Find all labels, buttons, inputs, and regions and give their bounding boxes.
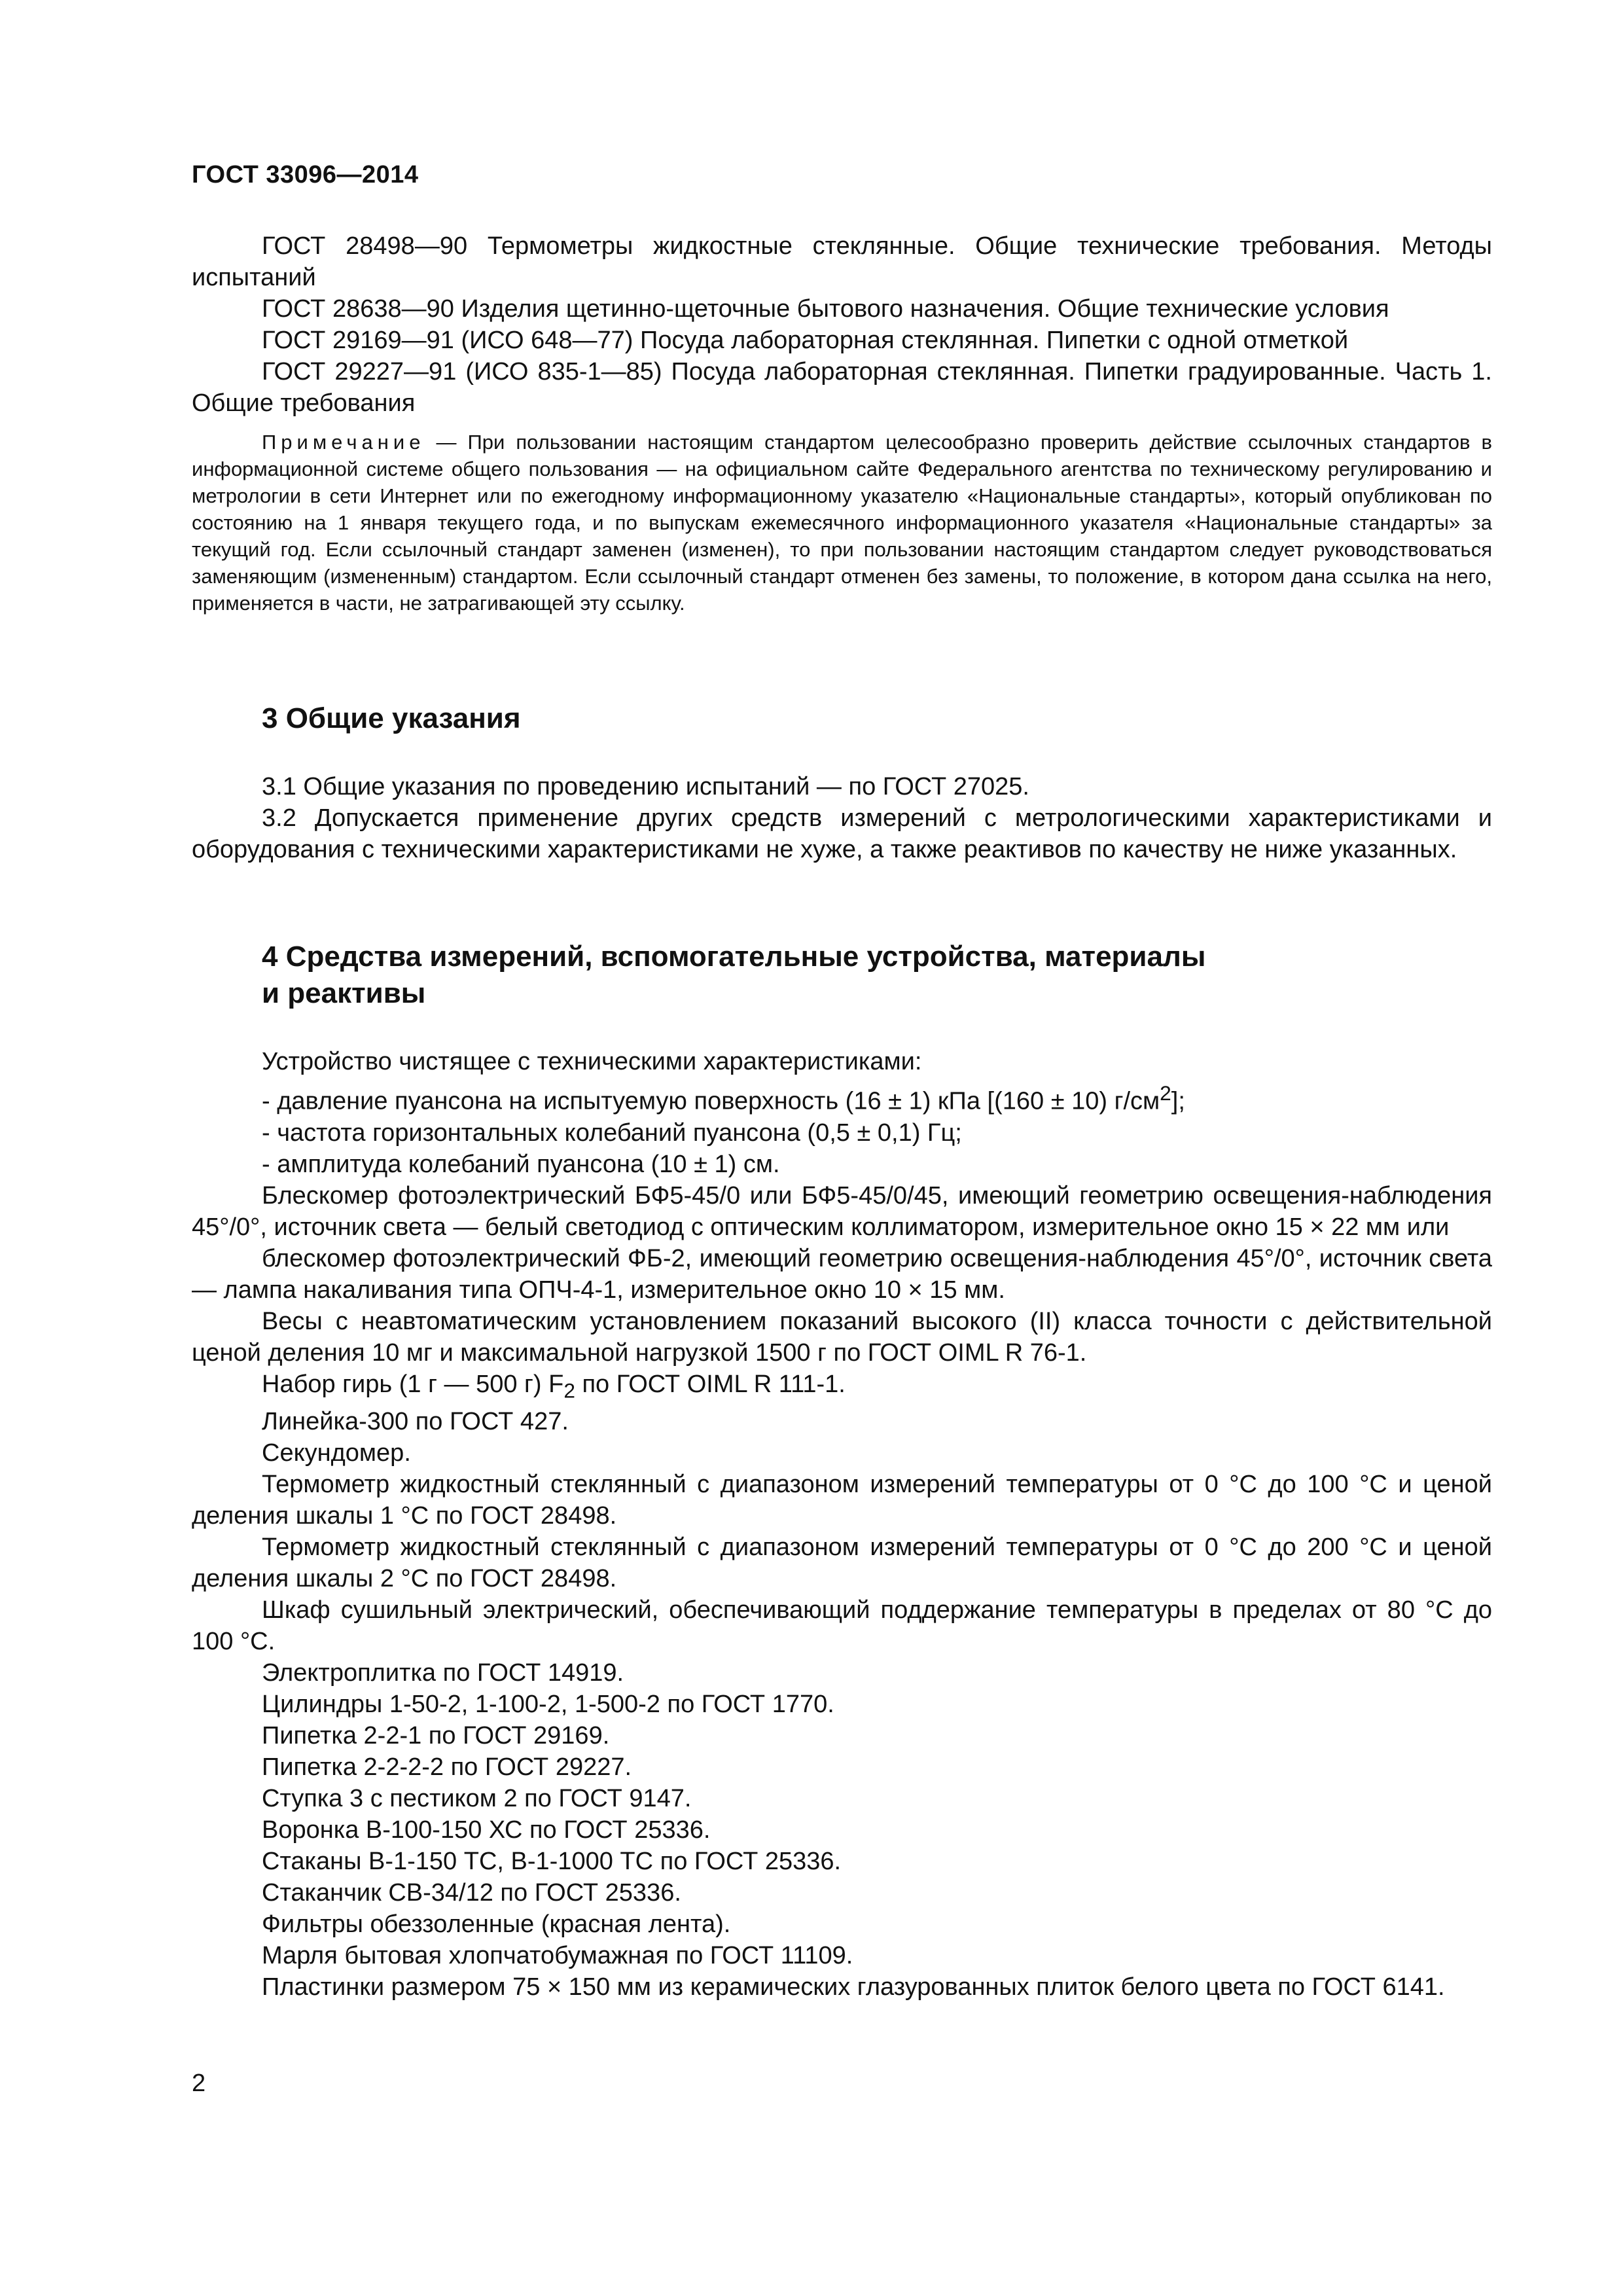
note-label: Примечание xyxy=(262,431,425,454)
glossmeter-bf5: Блескомер фотоэлектрический БФ5-45/0 или БФ5-45/0/45, имеющий геометрию освещения-наблюдения 45°/0°, источник света — белый светодиод с оптическим коллиматором, измерительное окно 15 × 22 мм или xyxy=(192,1181,1492,1241)
section-4-body xyxy=(192,1046,1492,2003)
plates-item: Пластинки размером 75 × 150 мм из керамических глазурованных плиток белого цвета по ГОСТ 6141. xyxy=(262,1973,1445,2001)
note-paragraph xyxy=(192,429,1492,617)
drying-oven: Шкаф сушильный электрический, обеспечивающий поддержание температуры в пределах от 80 °С до 100 °С. xyxy=(192,1596,1492,1656)
section-4-title-line1: 4 Средства измерений, вспомогательные устройства, материалы xyxy=(262,941,1206,973)
reference-item: ГОСТ 28498—90 Термометры жидкостные стеклянные. Общие технические требования. Методы испытаний xyxy=(192,232,1492,291)
list-item: Пипетка 2-2-1 по ГОСТ 29169. xyxy=(262,1722,610,1750)
list-item: Фильтры обеззоленные (красная лента). xyxy=(262,1910,731,1939)
list-item: Электроплитка по ГОСТ 14919. xyxy=(262,1659,624,1687)
document-header: ГОСТ 33096—2014 xyxy=(192,161,419,188)
device-spec-pressure: - давление пуансона на испытуемую поверхность (16 ± 1) кПа [(160 ± 10) $г/см^2$]; xyxy=(262,1081,1185,1115)
note-text: — При пользовании настоящим стандартом целесообразно проверить действие ссылочных стандартов в информационной системе общего пользования — на официальном сайте Федерального агентства по техническому регулированию и метрологии в сети Интернет или по ежегодному информационному указателю «Национальные стандарты», который опубликован по состоянию на 1 января текущего года, и по выпускам ежемесячного информационного указателя «Национальные стандарты» за текущий год. Если ссылочный стандарт заменен (изменен), то при пользовании настоящим стандартом следует руководствоваться заменяющим (измененным) стандартом. Если ссылочный стандарт отменен без замены, то положение, в котором дана ссылка на него, применяется в части, не затрагивающей эту ссылку. xyxy=(192,431,1492,615)
clause-3-1: 3.1 Общие указания по проведению испытаний — по ГОСТ 27025. xyxy=(262,773,1029,800)
glossmeter-fb2: блескомер фотоэлектрический ФБ-2, имеющий геометрию освещения-наблюдения 45°/0°, источник света — лампа накаливания типа ОПЧ-4-1, измерительное окно 10 × 15 мм. xyxy=(192,1244,1492,1304)
weights-item: Набор гирь (1 г — 500 г) $F_2$ по ГОСТ OIML R 111-1. xyxy=(262,1370,846,1403)
device-spec-amplitude: - амплитуда колебаний пуансона (10 ± 1) см. xyxy=(262,1150,780,1178)
list-item: Стаканы В-1-150 ТС, В-1-1000 ТС по ГОСТ 25336. xyxy=(262,1848,842,1876)
thermometer-200: Термометр жидкостный стеклянный с диапазоном измерений температуры от 0 °С до 200 °С и ценой деления шкалы 2 °С по ГОСТ 28498. xyxy=(192,1534,1492,1593)
reference-item: ГОСТ 28638—90 Изделия щетинно-щеточные бытового назначения. Общие технические условия xyxy=(262,295,1389,323)
list-item: Ступка 3 с пестиком 2 по ГОСТ 9147. xyxy=(262,1785,692,1813)
section-4-title xyxy=(262,939,1472,1012)
normative-references xyxy=(192,230,1492,419)
section-4-title-line2: и реактивы xyxy=(262,977,426,1009)
list-item: Марля бытовая хлопчатобумажная по ГОСТ 11109. xyxy=(262,1942,853,1970)
reference-item: ГОСТ 29227—91 (ИСО 835-1—85) Посуда лабораторная стеклянная. Пипетки градуированные. Часть 1. Общие требования xyxy=(192,358,1492,417)
list-item: Стаканчик СВ-34/12 по ГОСТ 25336. xyxy=(262,1879,681,1907)
list-item: Секундомер. xyxy=(262,1439,411,1467)
device-intro: Устройство чистящее с техническими характеристиками: xyxy=(262,1048,922,1075)
scales-item: Весы с неавтоматическим установлением показаний высокого (II) класса точности с действительной ценой деления 10 мг и максимальной нагрузкой 1500 г по ГОСТ OIML R 76-1. xyxy=(192,1307,1492,1367)
section-3-body xyxy=(192,771,1492,865)
page-number: 2 xyxy=(192,2070,206,2097)
device-spec-frequency: - частота горизонтальных колебаний пуансона (0,5 ± 0,1) Гц; xyxy=(262,1119,962,1147)
section-3-title: 3 Общие указания xyxy=(262,702,521,734)
list-item: Цилиндры 1-50-2, 1-100-2, 1-500-2 по ГОСТ 1770. xyxy=(262,1691,834,1719)
list-item: Пипетка 2-2-2-2 по ГОСТ 29227. xyxy=(262,1753,632,1782)
list-item: Линейка-300 по ГОСТ 427. xyxy=(262,1408,569,1436)
reference-item: ГОСТ 29169—91 (ИСО 648—77) Посуда лабораторная стеклянная. Пипетки с одной отметкой xyxy=(262,327,1349,354)
thermometer-100: Термометр жидкостный стеклянный с диапазоном измерений температуры от 0 °С до 100 °С и ценой деления шкалы 1 °С по ГОСТ 28498. xyxy=(192,1471,1492,1530)
clause-3-2: 3.2 Допускается применение других средств измерений с метрологическими характеристиками и оборудования с техническими характеристиками не хуже, а также реактивов по качеству не ниже указанных. xyxy=(192,804,1492,863)
list-item: Воронка В-100-150 ХС по ГОСТ 25336. xyxy=(262,1816,711,1844)
